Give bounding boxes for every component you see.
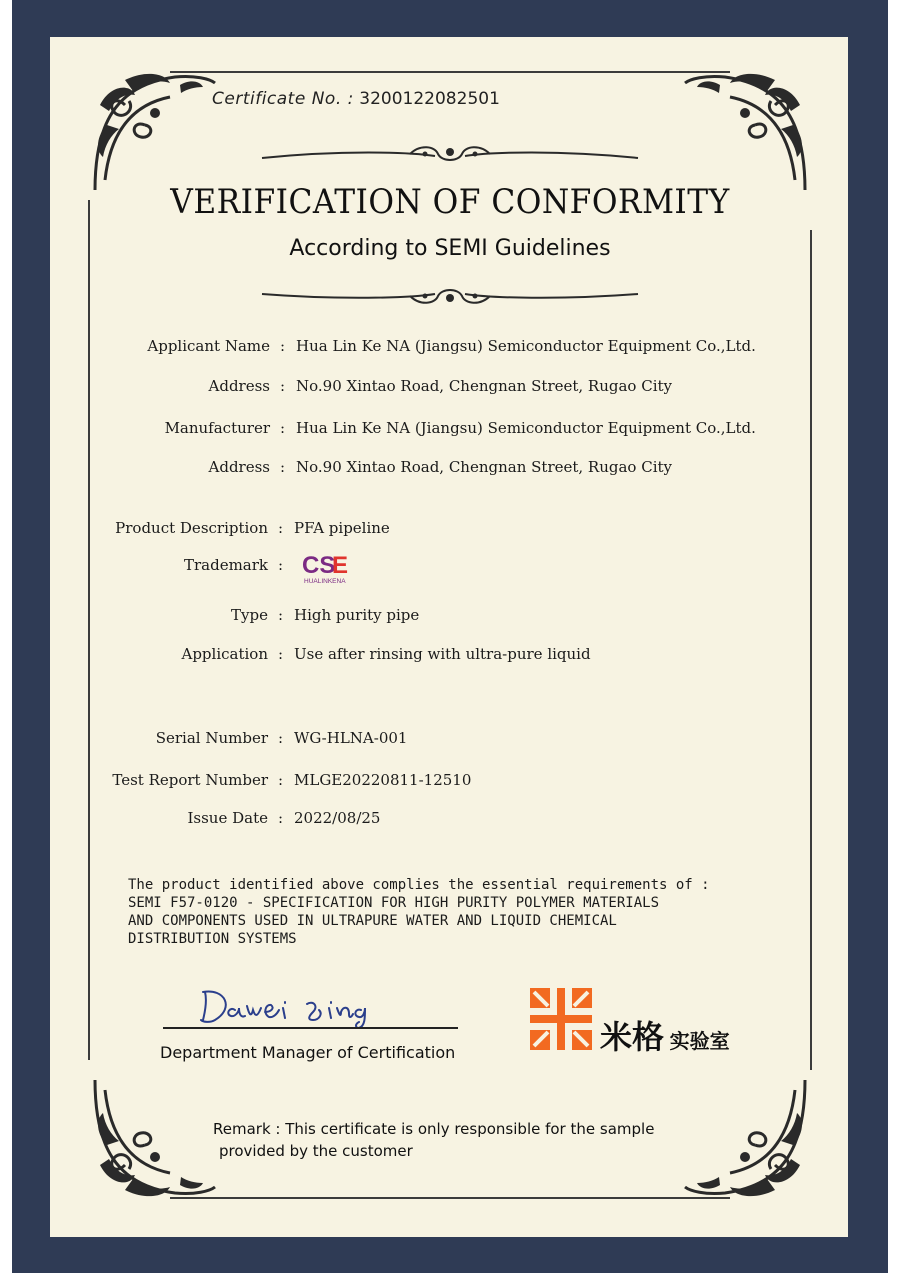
separator: :	[278, 606, 284, 624]
applicant-address-value: No.90 Xintao Road, Chengnan Street, Rugao City	[296, 377, 673, 395]
corner-flourish-bottom-right-icon	[680, 1070, 815, 1205]
product-description-label: Product Description	[115, 519, 268, 537]
compliance-statement	[128, 876, 710, 948]
applicant-name-row	[0, 337, 900, 359]
separator: :	[278, 556, 284, 574]
statement-line: SEMI F57-0120 - SPECIFICATION FOR HIGH PURITY POLYMER MATERIALS	[128, 895, 660, 911]
applicant-name-value: Hua Lin Ke NA (Jiangsu) Semiconductor Equipment Co.,Ltd.	[296, 337, 756, 355]
separator: :	[280, 419, 286, 437]
remark-line-1: Remark : This certificate is only responsible for the sample	[213, 1120, 655, 1138]
svg-text:HUALINKENA: HUALINKENA	[304, 578, 346, 585]
issue-date-value: 2022/08/25	[294, 809, 381, 827]
separator: :	[280, 337, 286, 355]
separator: :	[278, 729, 284, 747]
applicant-name-label: Applicant Name	[147, 337, 270, 355]
type-label: Type	[231, 606, 268, 624]
separator: :	[278, 645, 284, 663]
test-report-row	[0, 771, 900, 793]
application-label: Application	[181, 645, 268, 663]
manufacturer-address-row	[0, 458, 900, 480]
type-row	[0, 606, 900, 628]
trademark-label: Trademark	[183, 556, 268, 574]
handwritten-signature-icon	[195, 980, 405, 1030]
test-report-value: MLGE20220811-12510	[294, 771, 472, 789]
corner-flourish-top-right-icon	[680, 65, 815, 200]
lab-name-large: 米格	[600, 1018, 665, 1056]
certificate-number-label: Certificate No. :	[212, 89, 354, 109]
statement-line: AND COMPONENTS USED IN ULTRAPURE WATER AND LIQUID CHEMICAL	[128, 913, 617, 929]
type-value: High purity pipe	[294, 606, 420, 624]
manufacturer-name-row	[0, 419, 900, 441]
statement-line: DISTRIBUTION SYSTEMS	[128, 931, 297, 947]
separator: :	[278, 809, 284, 827]
frame-top-line	[170, 71, 730, 73]
manufacturer-name-label: Manufacturer	[164, 419, 270, 437]
certificate-title: VERIFICATION OF CONFORMITY	[170, 182, 730, 222]
serial-number-label: Serial Number	[155, 729, 268, 747]
certificate-number	[212, 89, 500, 109]
manufacturer-address-value: No.90 Xintao Road, Chengnan Street, Rugao City	[296, 458, 673, 476]
manufacturer-name-value: Hua Lin Ke NA (Jiangsu) Semiconductor Equipment Co.,Ltd.	[296, 419, 756, 437]
applicant-address-label: Address	[208, 377, 270, 395]
frame-bottom-line	[170, 1197, 730, 1199]
issue-date-row	[0, 809, 900, 831]
title-ornament-bottom-icon	[260, 286, 640, 308]
serial-number-value: WG-HLNA-001	[294, 729, 408, 747]
separator: :	[280, 377, 286, 395]
certificate-subtitle: According to SEMI Guidelines	[289, 236, 611, 261]
frame-left-line	[88, 200, 90, 1060]
issue-date-label: Issue Date	[187, 809, 268, 827]
svg-text:E: E	[332, 552, 349, 579]
applicant-address-row	[0, 377, 900, 399]
title-ornament-top-icon	[260, 142, 640, 164]
application-row	[0, 645, 900, 667]
remark-line-2: provided by the customer	[219, 1142, 413, 1160]
corner-flourish-top-left-icon	[85, 65, 220, 200]
svg-text:CS: CS	[302, 552, 336, 579]
test-report-label: Test Report Number	[112, 771, 268, 789]
trademark-logo-icon	[302, 550, 362, 586]
separator: :	[280, 458, 286, 476]
trademark-logo	[302, 550, 362, 586]
remark	[213, 1118, 654, 1162]
manufacturer-address-label: Address	[208, 458, 270, 476]
separator: :	[278, 519, 284, 537]
trademark-row	[0, 552, 900, 592]
application-value: Use after rinsing with ultra-pure liquid	[294, 645, 591, 663]
signature-caption: Department Manager of Certification	[160, 1043, 456, 1062]
serial-number-row	[0, 729, 900, 751]
lab-name	[600, 1012, 730, 1058]
signature-line	[163, 1027, 458, 1029]
lab-name-small: 实验室	[669, 1029, 730, 1053]
separator: :	[278, 771, 284, 789]
product-description-row	[0, 519, 900, 541]
product-description-value: PFA pipeline	[294, 519, 390, 537]
corner-flourish-bottom-left-icon	[85, 1070, 220, 1205]
certificate-number-value: 3200122082501	[359, 89, 500, 109]
lab-logo-icon	[530, 988, 592, 1050]
statement-line: The product identified above complies the essential requirements of :	[128, 877, 710, 893]
